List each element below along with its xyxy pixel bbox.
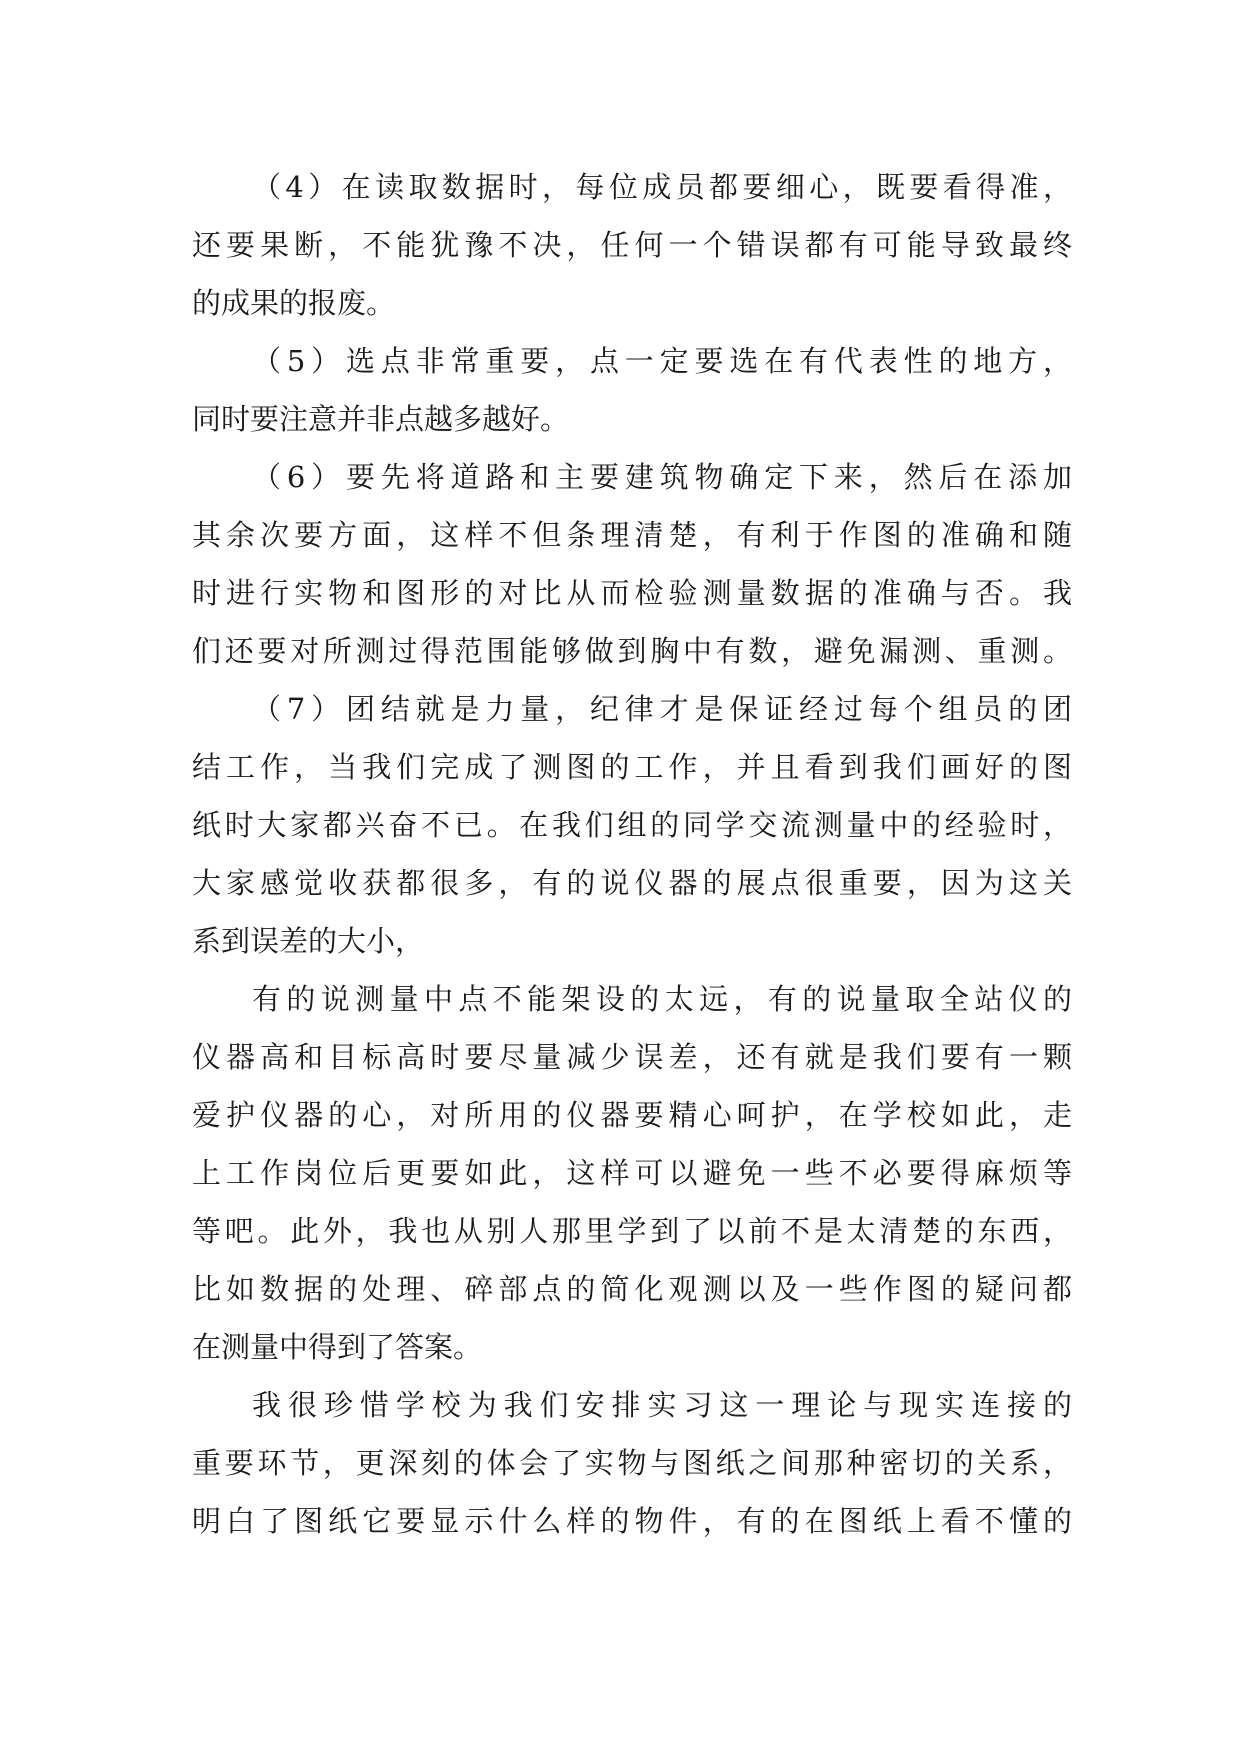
text-line: 等吧。此外，我也从别人那里学到了以前不是太清楚的东西， <box>192 1214 1072 1248</box>
text-line: 比如数据的处理、碎部点的简化观测以及一些作图的疑问都 <box>192 1272 1072 1306</box>
text-line: 们还要对所测过得范围能够做到胸中有数，避免漏测、重测。 <box>192 634 1072 668</box>
text-line: 大家感觉收获都很多，有的说仪器的展点很重要，因为这关 <box>192 866 1072 900</box>
text-line: 有的说测量中点不能架设的太远，有的说量取全站仪的 <box>252 982 1072 1016</box>
text-line: 同时要注意并非点越多越好。 <box>192 402 570 436</box>
text-line: （4）在读取数据时，每位成员都要细心，既要看得准， <box>252 170 1072 204</box>
text-line: （5）选点非常重要，点一定要选在有代表性的地方， <box>252 344 1072 378</box>
text-line: 我很珍惜学校为我们安排实习这一理论与现实连接的 <box>252 1388 1072 1422</box>
text-line: 纸时大家都兴奋不已。在我们组的同学交流测量中的经验时， <box>192 808 1072 842</box>
text-line: 还要果断，不能犹豫不决，任何一个错误都有可能导致最终 <box>192 228 1072 262</box>
text-line: 的成果的报废。 <box>192 286 396 320</box>
text-line: 爱护仪器的心，对所用的仪器要精心呵护，在学校如此，走 <box>192 1098 1072 1132</box>
text-line: 在测量中得到了答案。 <box>192 1330 483 1364</box>
text-line: 明白了图纸它要显示什么样的物件，有的在图纸上看不懂的 <box>192 1504 1072 1538</box>
text-line: 重要环节，更深刻的体会了实物与图纸之间那种密切的关系， <box>192 1446 1072 1480</box>
text-line: （7）团结就是力量，纪律才是保证经过每个组员的团 <box>252 692 1072 726</box>
text-line: 仪器高和目标高时要尽量减少误差，还有就是我们要有一颗 <box>192 1040 1072 1074</box>
text-line: 上工作岗位后更要如此，这样可以避免一些不必要得麻烦等 <box>192 1156 1072 1190</box>
text-line: 其余次要方面，这样不但条理清楚，有利于作图的准确和随 <box>192 518 1072 552</box>
text-line: 结工作，当我们完成了测图的工作，并且看到我们画好的图 <box>192 750 1072 784</box>
text-line: 时进行实物和图形的对比从而检验测量数据的准确与否。我 <box>192 576 1072 610</box>
text-line: 系到误差的大小， <box>192 924 425 958</box>
text-line: （6）要先将道路和主要建筑物确定下来，然后在添加 <box>252 460 1072 494</box>
